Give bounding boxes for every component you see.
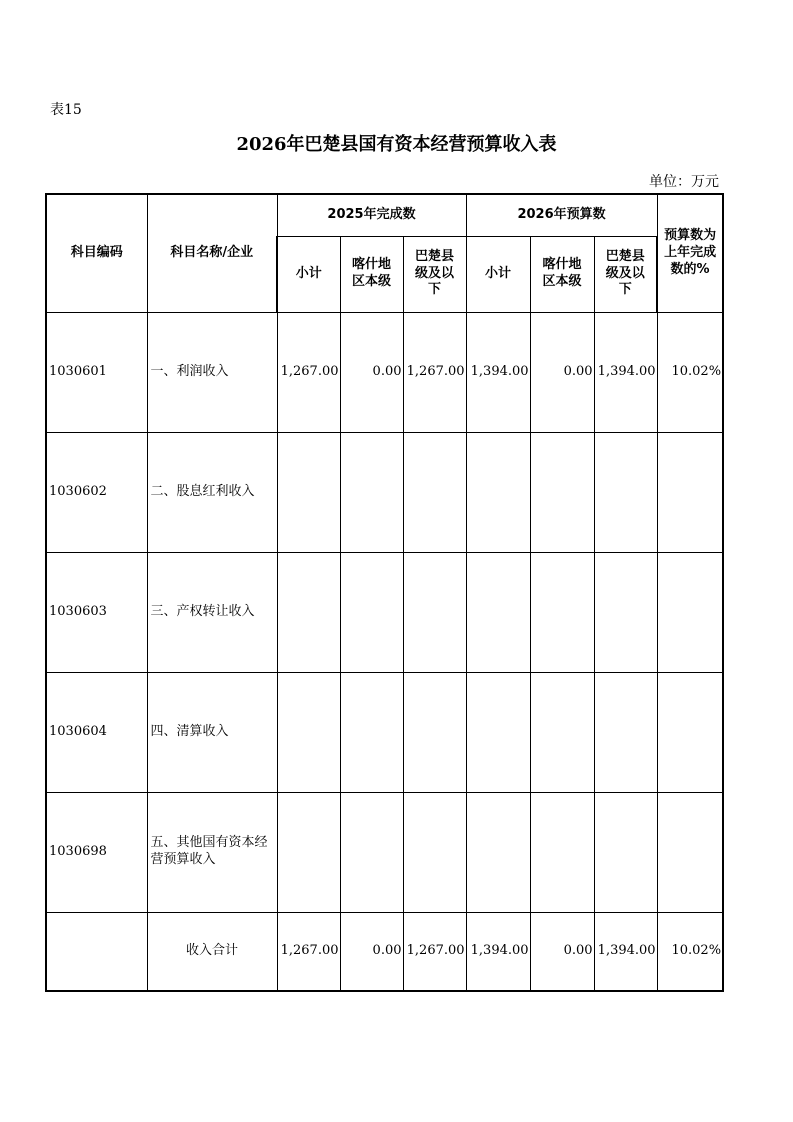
header-2026-kashgar: 喀什地区本级 bbox=[530, 236, 594, 312]
row-code: 1030602 bbox=[46, 432, 147, 552]
row-code: 1030603 bbox=[46, 552, 147, 672]
cell-2025-bachu bbox=[403, 672, 466, 792]
cell-2026-bachu bbox=[594, 792, 657, 912]
cell-2025-subtotal bbox=[277, 552, 340, 672]
cell-2026-kashgar bbox=[530, 792, 594, 912]
cell-2026-kashgar bbox=[530, 432, 594, 552]
total-2026-subtotal: 1,394.00 bbox=[466, 912, 530, 991]
cell-ratio bbox=[657, 792, 723, 912]
cell-2026-subtotal bbox=[466, 792, 530, 912]
total-ratio: 10.02% bbox=[657, 912, 723, 991]
row-code: 1030604 bbox=[46, 672, 147, 792]
total-2025-subtotal: 1,267.00 bbox=[277, 912, 340, 991]
total-2025-kashgar: 0.00 bbox=[340, 912, 403, 991]
cell-2025-kashgar bbox=[340, 432, 403, 552]
total-row bbox=[46, 912, 723, 991]
header-2025-subtotal: 小计 bbox=[277, 236, 340, 312]
cell-ratio bbox=[657, 672, 723, 792]
cell-2025-kashgar: 0.00 bbox=[340, 312, 403, 432]
cell-2026-bachu: 1,394.00 bbox=[594, 312, 657, 432]
total-2026-bachu: 1,394.00 bbox=[594, 912, 657, 991]
header-name: 科目名称/企业 bbox=[147, 194, 277, 312]
total-code bbox=[46, 912, 147, 991]
document-title: 2026年巴楚县国有资本经营预算收入表 bbox=[236, 134, 557, 155]
cell-2026-subtotal bbox=[466, 432, 530, 552]
cell-ratio bbox=[657, 552, 723, 672]
cell-2025-bachu bbox=[403, 792, 466, 912]
row-name: 四、清算收入 bbox=[147, 672, 277, 792]
cell-2025-subtotal bbox=[277, 792, 340, 912]
cell-2025-bachu bbox=[403, 432, 466, 552]
table-number-label: 表15 bbox=[50, 102, 82, 118]
header-row-top bbox=[46, 194, 723, 236]
table-row bbox=[46, 312, 723, 432]
header-group-2025: 2025年完成数 bbox=[277, 194, 466, 236]
row-name: 一、利润收入 bbox=[147, 312, 277, 432]
cell-2025-subtotal: 1,267.00 bbox=[277, 312, 340, 432]
row-code: 1030698 bbox=[46, 792, 147, 912]
table-row bbox=[46, 792, 723, 912]
table-row bbox=[46, 552, 723, 672]
cell-2026-kashgar bbox=[530, 672, 594, 792]
cell-2026-subtotal bbox=[466, 672, 530, 792]
cell-2026-kashgar bbox=[530, 552, 594, 672]
total-2026-kashgar: 0.00 bbox=[530, 912, 594, 991]
header-2026-bachu: 巴楚县级及以下 bbox=[594, 236, 657, 312]
cell-ratio: 10.02% bbox=[657, 312, 723, 432]
budget-revenue-table bbox=[45, 193, 724, 992]
header-2026-subtotal: 小计 bbox=[466, 236, 530, 312]
row-name: 三、产权转让收入 bbox=[147, 552, 277, 672]
cell-2025-kashgar bbox=[340, 552, 403, 672]
cell-2025-kashgar bbox=[340, 672, 403, 792]
cell-2026-bachu bbox=[594, 672, 657, 792]
total-label: 收入合计 bbox=[147, 912, 277, 991]
table-row bbox=[46, 672, 723, 792]
header-ratio: 预算数为上年完成数的% bbox=[657, 194, 723, 312]
header-2025-kashgar: 喀什地区本级 bbox=[340, 236, 403, 312]
cell-2025-subtotal bbox=[277, 672, 340, 792]
cell-2026-subtotal bbox=[466, 552, 530, 672]
unit-label: 单位：万元 bbox=[649, 174, 719, 190]
cell-2025-bachu: 1,267.00 bbox=[403, 312, 466, 432]
cell-2026-subtotal: 1,394.00 bbox=[466, 312, 530, 432]
cell-2026-bachu bbox=[594, 552, 657, 672]
row-name: 五、其他国有资本经营预算收入 bbox=[147, 792, 277, 912]
row-name: 二、股息红利收入 bbox=[147, 432, 277, 552]
cell-2025-bachu bbox=[403, 552, 466, 672]
header-code: 科目编码 bbox=[46, 194, 147, 312]
header-2025-bachu: 巴楚县级及以下 bbox=[403, 236, 466, 312]
header-group-2026: 2026年预算数 bbox=[466, 194, 657, 236]
cell-ratio bbox=[657, 432, 723, 552]
cell-2026-kashgar: 0.00 bbox=[530, 312, 594, 432]
total-2025-bachu: 1,267.00 bbox=[403, 912, 466, 991]
cell-2025-subtotal bbox=[277, 432, 340, 552]
row-code: 1030601 bbox=[46, 312, 147, 432]
table-row bbox=[46, 432, 723, 552]
cell-2025-kashgar bbox=[340, 792, 403, 912]
cell-2026-bachu bbox=[594, 432, 657, 552]
